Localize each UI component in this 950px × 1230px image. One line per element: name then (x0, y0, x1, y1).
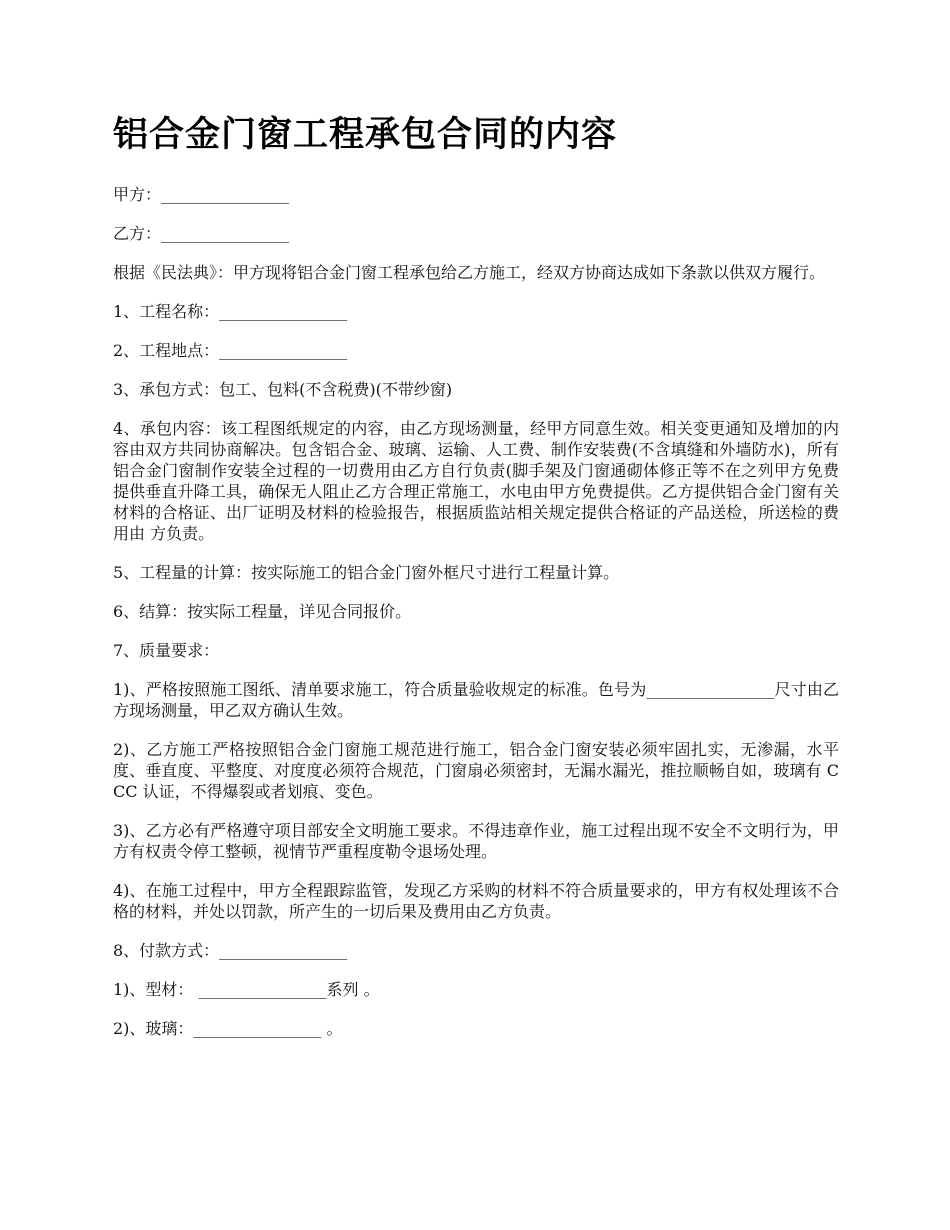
clause-3-contract-method: 3、承包方式：包工、包料(不含税费)(不带纱窗) (113, 380, 453, 399)
quality-item-1: 1)、严格按照施工图纸、清单要求施工，符合质量验收规定的标准。色号为________________尺寸由乙方现场测量，甲乙双方确认生效。 (113, 680, 839, 720)
document-title: 铝合金门窗工程承包合同的内容 (113, 115, 618, 155)
quality-item-2: 2)、乙方施工严格按照铝合金门窗施工规范进行施工，铝合金门窗安装必须牢固扎实，无渗漏，水平度、垂直度、平整度、对度度必须符合规范，门窗扇必须密封，无漏水漏光，推拉顺畅自如，玻璃有 CCC 认证，不得爆裂或者划痕、变色。 (113, 740, 839, 801)
clause-6-settlement: 6、结算：按实际工程量，详见合同报价。 (113, 602, 412, 621)
clause-5-quantity-calculation: 5、工程量的计算：按实际施工的铝合金门窗外框尺寸进行工程量计算。 (113, 563, 620, 582)
document-page (113, 108, 839, 1057)
party-b-line: 乙方：________________ (113, 224, 290, 243)
quality-item-4: 4)、在施工过程中，甲方全程跟踪监管，发现乙方采购的材料不符合质量要求的，甲方有权处理该不合格的材料，并处以罚款，所产生的一切后果及费用由乙方负责。 (113, 881, 839, 921)
party-a-line: 甲方：________________ (113, 185, 290, 204)
quality-item-3: 3)、乙方必有严格遵守项目部安全文明施工要求。不得违章作业，施工过程出现不安全不文明行为，甲方有权责令停工整顿，视情节严重程度勒令退场处理。 (113, 821, 839, 861)
payment-item-profile: 1)、型材： ________________系列 。 (113, 980, 380, 999)
clause-1-project-name: 1、工程名称：________________ (113, 302, 348, 321)
payment-item-glass: 2)、玻璃：________________ 。 (113, 1019, 343, 1038)
clause-4-contract-scope: 4、承包内容：该工程图纸规定的内容，由乙方现场测量，经甲方同意生效。相关变更通知及增加的内容由双方共同协商解决。包含铝合金、玻璃、运输、人工费、制作安装费(不含填缝和外墙防水)，所有铝合金门窗制作安装全过程的一切费用由乙方自行负责(脚手架及门窗通砌体修正等不在之列甲方免费提供垂直升降工具，确保无人阻止乙方合理正常施工，水电由甲方免费提供。乙方提供铝合金门窗有关材料的合格证、出厂证明及材料的检验报告，根据质监站相关规定提供合格证的产品送检，所送检的费用由 方负责。 (113, 419, 839, 543)
clause-7-quality-requirements: 7、质量要求： (113, 641, 220, 660)
clause-2-project-location: 2、工程地点：________________ (113, 341, 348, 360)
preamble-paragraph: 根据《民法典》：甲方现将铝合金门窗工程承包给乙方施工，经双方协商达成如下条款以供双方履行。 (113, 263, 826, 282)
clause-8-payment-method: 8、付款方式：________________ (113, 941, 348, 960)
